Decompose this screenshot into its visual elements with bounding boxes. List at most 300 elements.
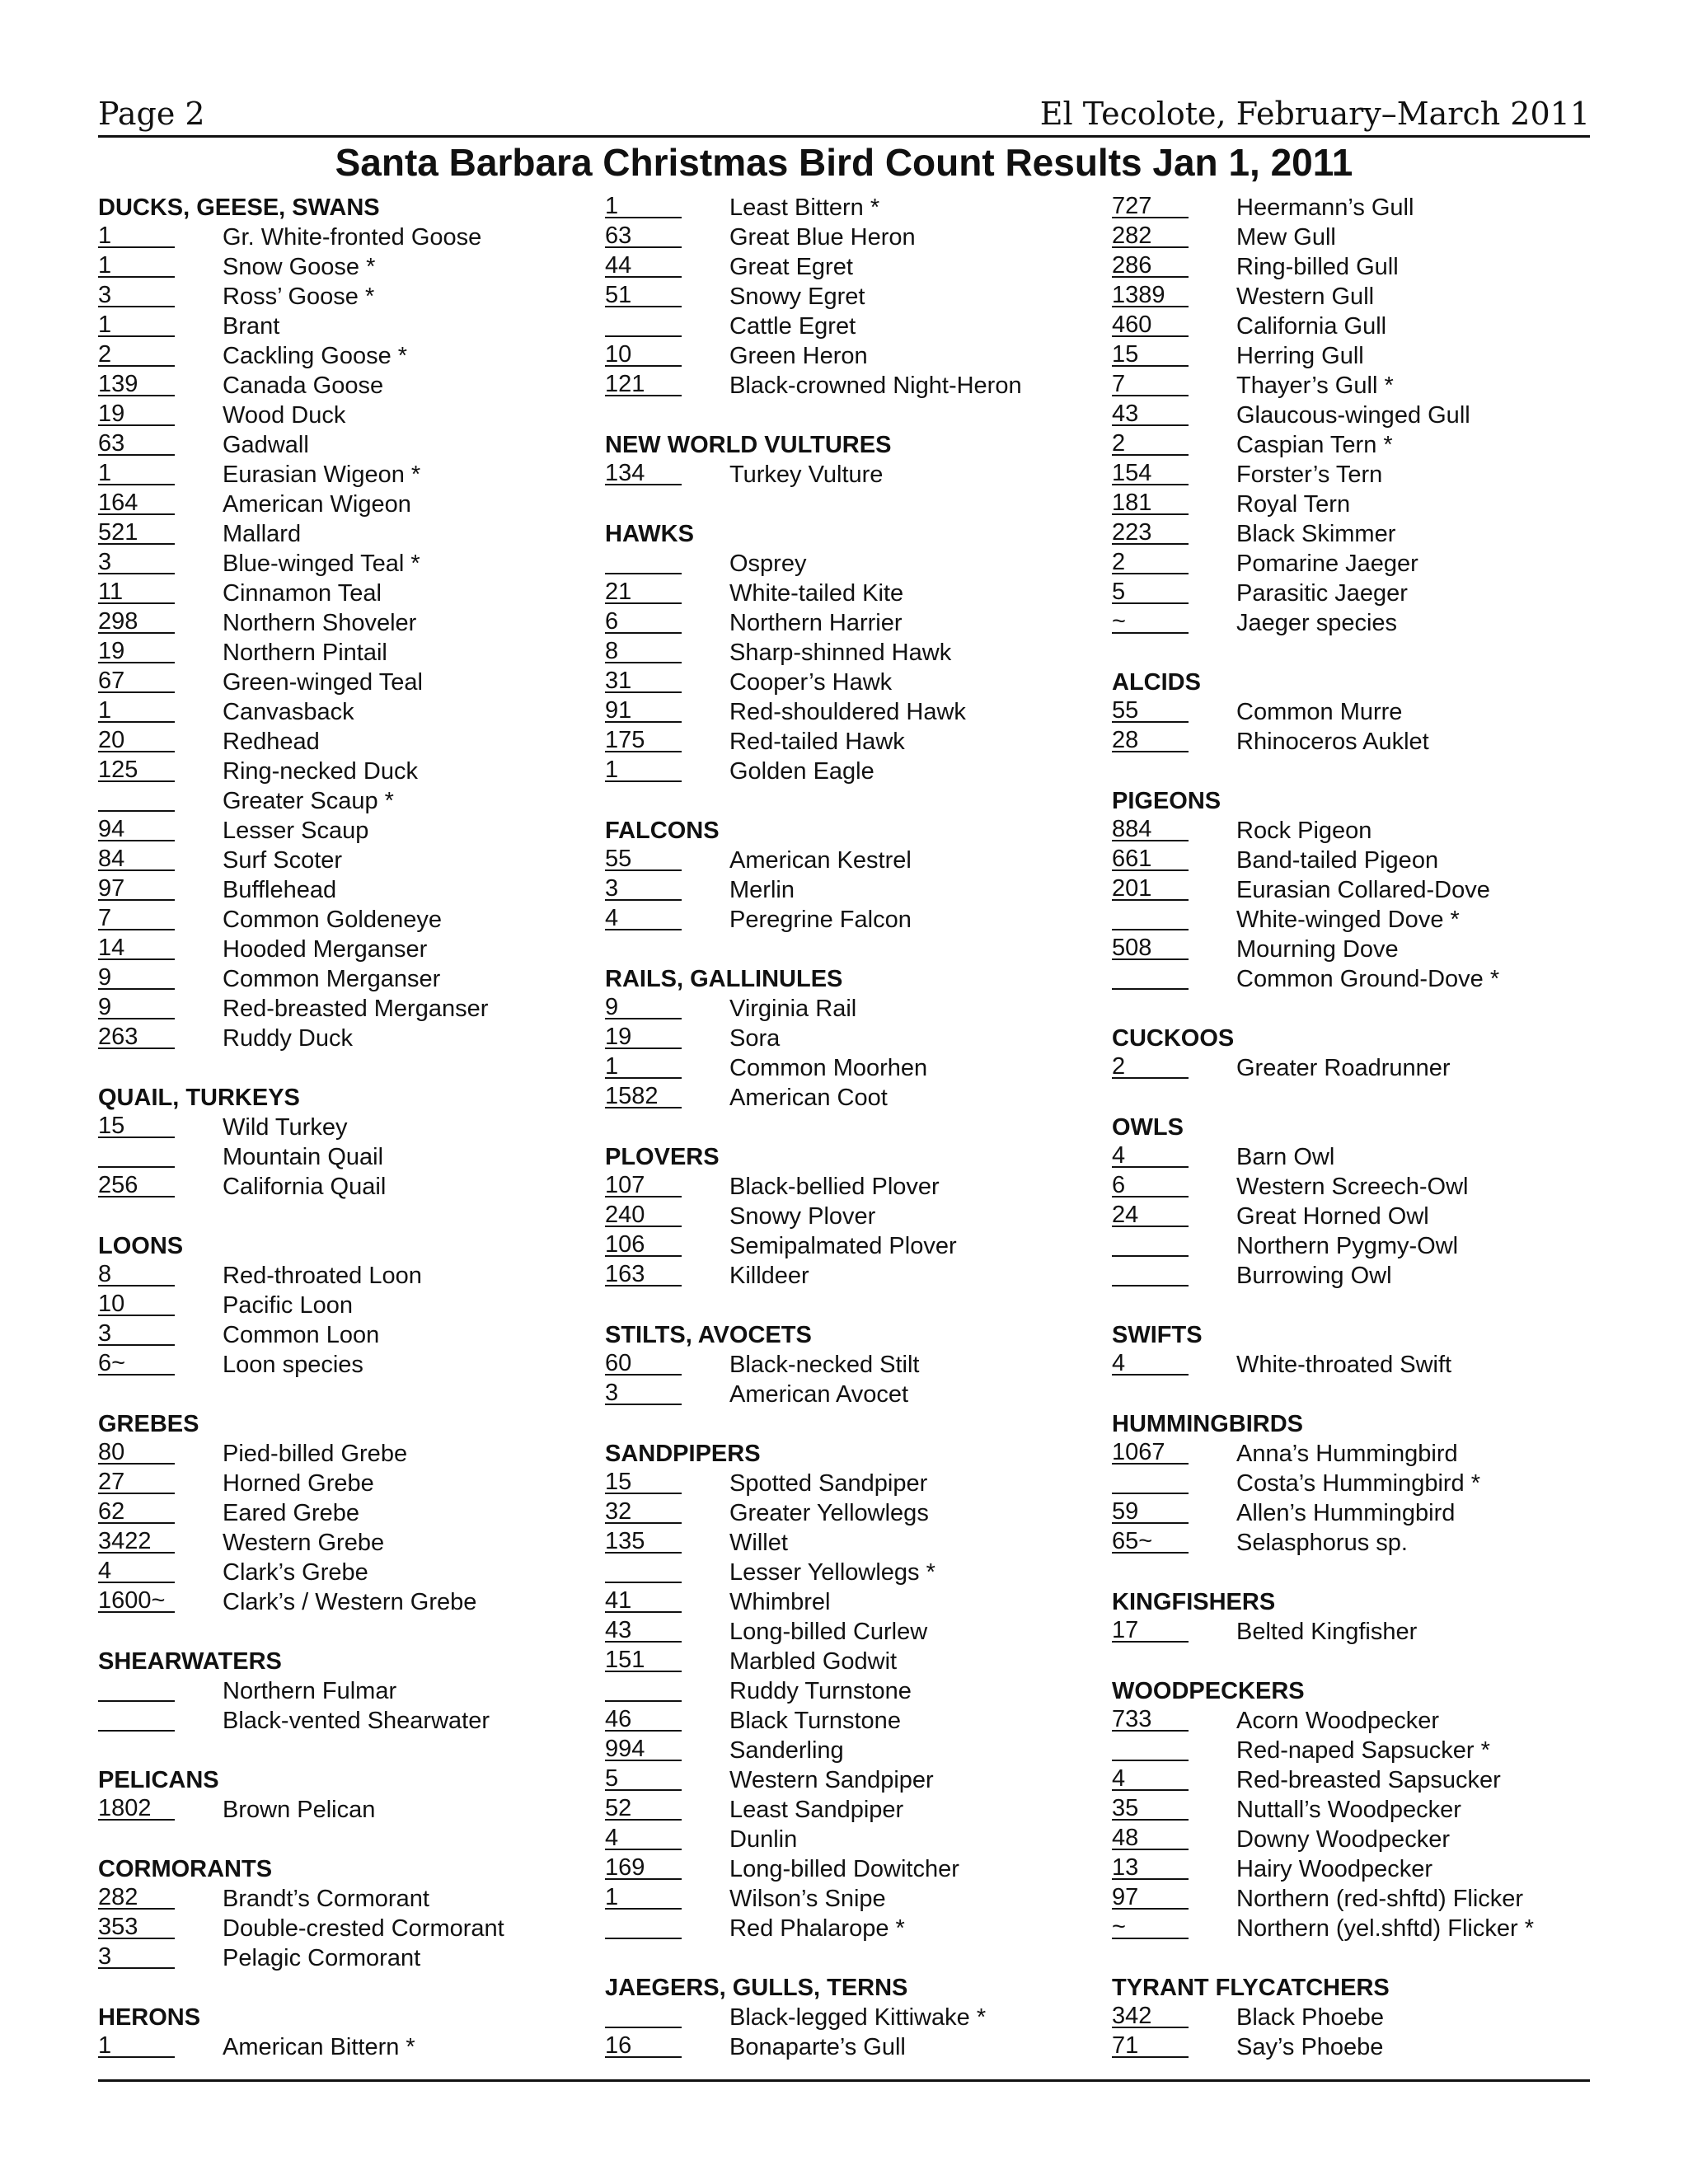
species-name: Black Skimmer bbox=[1236, 521, 1396, 547]
species-row bbox=[98, 430, 584, 460]
section bbox=[1112, 1320, 1598, 1380]
count-value: 240 bbox=[605, 1202, 682, 1227]
species-row bbox=[605, 223, 1091, 252]
count-value: 31 bbox=[605, 668, 682, 693]
species-row bbox=[1112, 1439, 1598, 1469]
species-row bbox=[605, 757, 1091, 786]
species-row bbox=[605, 341, 1091, 371]
species-name: Band-tailed Pigeon bbox=[1236, 847, 1439, 874]
species-row bbox=[98, 252, 584, 282]
count-value: 7 bbox=[1112, 371, 1189, 396]
species-row bbox=[605, 1172, 1091, 1202]
species-name: Wood Duck bbox=[223, 402, 346, 429]
species-name: Common Goldeneye bbox=[223, 907, 442, 933]
section-heading: HERONS bbox=[98, 2004, 201, 2031]
count-value bbox=[605, 1914, 682, 1939]
species-name: Merlin bbox=[729, 877, 795, 903]
section bbox=[98, 1647, 584, 1736]
count-value bbox=[1112, 1469, 1189, 1494]
species-row bbox=[98, 608, 584, 638]
species-name: Red-naped Sapsucker * bbox=[1236, 1737, 1490, 1764]
species-name: Dunlin bbox=[729, 1826, 798, 1853]
species-name: Ring-necked Duck bbox=[223, 758, 418, 785]
section-heading: RAILS, GALLINULES bbox=[605, 966, 843, 992]
species-row bbox=[605, 1676, 1091, 1706]
count-value: 63 bbox=[605, 223, 682, 248]
species-name: Semipalmated Plover bbox=[729, 1233, 957, 1259]
count-value: 24 bbox=[1112, 1202, 1189, 1227]
species-name: Eurasian Wigeon * bbox=[223, 462, 421, 488]
page-number: Page 2 bbox=[98, 96, 205, 132]
count-value: 27 bbox=[98, 1469, 175, 1494]
species-row bbox=[1112, 312, 1598, 341]
species-row bbox=[1112, 430, 1598, 460]
species-row bbox=[1112, 697, 1598, 727]
species-name: Jaeger species bbox=[1236, 610, 1398, 636]
species-row bbox=[1112, 1202, 1598, 1231]
section bbox=[605, 1320, 1091, 1409]
species-name: White-winged Dove * bbox=[1236, 907, 1460, 933]
species-row bbox=[98, 519, 584, 549]
species-row bbox=[98, 223, 584, 252]
species-name: Killdeer bbox=[729, 1263, 809, 1289]
species-row bbox=[98, 1558, 584, 1587]
count-value: 4 bbox=[1112, 1765, 1189, 1791]
count-value: 15 bbox=[98, 1113, 175, 1138]
species-row bbox=[605, 1884, 1091, 1914]
count-value: 67 bbox=[98, 668, 175, 693]
species-row bbox=[98, 668, 584, 697]
species-row bbox=[605, 2003, 1091, 2032]
footer-rule bbox=[98, 2079, 1590, 2082]
count-value: 10 bbox=[605, 341, 682, 367]
species-row bbox=[1112, 252, 1598, 282]
species-name: California Quail bbox=[223, 1174, 387, 1200]
species-name: Pomarine Jaeger bbox=[1236, 551, 1418, 577]
species-row bbox=[605, 1825, 1091, 1854]
count-value: 884 bbox=[1112, 816, 1189, 841]
count-value: 3 bbox=[98, 1320, 175, 1346]
species-name: Northern Pygmy-Owl bbox=[1236, 1233, 1459, 1259]
species-name: Royal Tern bbox=[1236, 491, 1351, 518]
species-row bbox=[1112, 1053, 1598, 1083]
count-value: 19 bbox=[98, 638, 175, 663]
count-value bbox=[1112, 1736, 1189, 1761]
species-name: Mew Gull bbox=[1236, 224, 1336, 251]
count-value: 1 bbox=[605, 1884, 682, 1910]
count-value: 1 bbox=[605, 1053, 682, 1079]
column-3 bbox=[1112, 193, 1598, 2092]
species-name: Northern (red-shftd) Flicker bbox=[1236, 1886, 1524, 1912]
count-value bbox=[98, 1676, 175, 1702]
count-value: 4 bbox=[605, 1825, 682, 1850]
species-row bbox=[605, 1083, 1091, 1113]
species-name: American Wigeon bbox=[223, 491, 411, 518]
species-name: Canada Goose bbox=[223, 373, 384, 399]
species-row bbox=[605, 727, 1091, 757]
species-row bbox=[1112, 1854, 1598, 1884]
count-value: 84 bbox=[98, 846, 175, 871]
species-name: Barn Owl bbox=[1236, 1144, 1335, 1170]
species-name: Say’s Phoebe bbox=[1236, 2034, 1384, 2060]
species-name: California Gull bbox=[1236, 313, 1387, 340]
species-name: Virginia Rail bbox=[729, 996, 857, 1022]
species-row bbox=[98, 1469, 584, 1498]
species-name: Common Moorhen bbox=[729, 1055, 928, 1081]
species-row bbox=[98, 1142, 584, 1172]
species-row bbox=[98, 1024, 584, 1053]
count-value: 28 bbox=[1112, 727, 1189, 752]
species-row bbox=[1112, 371, 1598, 401]
count-value: 16 bbox=[605, 2032, 682, 2058]
species-name: Thayer’s Gull * bbox=[1236, 373, 1394, 399]
species-name: Blue-winged Teal * bbox=[223, 551, 420, 577]
count-value: 181 bbox=[1112, 490, 1189, 515]
count-value: 55 bbox=[605, 846, 682, 871]
count-value: 1 bbox=[605, 757, 682, 782]
count-value: 4 bbox=[605, 905, 682, 930]
species-name: Mallard bbox=[223, 521, 302, 547]
species-name: Anna’s Hummingbird bbox=[1236, 1441, 1458, 1467]
page-title: Santa Barbara Christmas Bird Count Results Jan 1, 2011 bbox=[335, 141, 1353, 184]
species-row bbox=[605, 1469, 1091, 1498]
count-value: 163 bbox=[605, 1261, 682, 1286]
species-row bbox=[98, 1884, 584, 1914]
species-name: Common Ground-Dove * bbox=[1236, 966, 1500, 992]
count-value: 151 bbox=[605, 1647, 682, 1672]
count-value: 282 bbox=[1112, 223, 1189, 248]
species-row bbox=[1112, 1765, 1598, 1795]
species-row bbox=[605, 1024, 1091, 1053]
species-row bbox=[1112, 875, 1598, 905]
species-name: Cooper’s Hawk bbox=[729, 669, 893, 696]
species-row bbox=[98, 846, 584, 875]
count-value: 1600~ bbox=[98, 1587, 175, 1613]
species-name: American Kestrel bbox=[729, 847, 912, 874]
species-row bbox=[605, 1498, 1091, 1528]
species-name: Greater Roadrunner bbox=[1236, 1055, 1451, 1081]
count-value: 55 bbox=[1112, 697, 1189, 723]
count-value: 508 bbox=[1112, 935, 1189, 960]
count-value: 3 bbox=[98, 282, 175, 307]
section bbox=[98, 1854, 584, 1973]
species-name: Brant bbox=[223, 313, 280, 340]
count-value bbox=[1112, 964, 1189, 990]
species-row bbox=[605, 697, 1091, 727]
section bbox=[1112, 1676, 1598, 1943]
count-value: 7 bbox=[98, 905, 175, 930]
species-name: Western Sandpiper bbox=[729, 1767, 934, 1793]
species-name: Black-vented Shearwater bbox=[223, 1708, 490, 1734]
section bbox=[98, 1409, 584, 1617]
species-row bbox=[1112, 519, 1598, 549]
count-value: 175 bbox=[605, 727, 682, 752]
count-value bbox=[605, 549, 682, 574]
species-name: Lesser Scaup bbox=[223, 818, 369, 844]
species-name: Willet bbox=[729, 1530, 788, 1556]
species-row bbox=[605, 1558, 1091, 1587]
species-row bbox=[1112, 460, 1598, 490]
count-value: 15 bbox=[605, 1469, 682, 1494]
species-name: Least Bittern * bbox=[729, 194, 880, 221]
section-heading: PIGEONS bbox=[1112, 788, 1221, 814]
count-value: 4 bbox=[1112, 1350, 1189, 1376]
species-name: Long-billed Dowitcher bbox=[729, 1856, 959, 1882]
count-value: 5 bbox=[1112, 579, 1189, 604]
species-name: Black-crowned Night-Heron bbox=[729, 373, 1022, 399]
count-value: 1 bbox=[98, 697, 175, 723]
species-row bbox=[1112, 490, 1598, 519]
species-row bbox=[605, 1854, 1091, 1884]
count-value: 5 bbox=[605, 1765, 682, 1791]
section bbox=[605, 1142, 1091, 1291]
count-value: 282 bbox=[98, 1884, 175, 1910]
column-2 bbox=[605, 193, 1091, 2092]
count-value: 51 bbox=[605, 282, 682, 307]
species-name: Great Blue Heron bbox=[729, 224, 916, 251]
species-name: Black-necked Stilt bbox=[729, 1352, 920, 1378]
species-name: Red-breasted Merganser bbox=[223, 996, 489, 1022]
species-row bbox=[1112, 1261, 1598, 1291]
section-heading: DUCKS, GEESE, SWANS bbox=[98, 194, 380, 221]
section bbox=[1112, 1587, 1598, 1647]
species-row bbox=[1112, 1706, 1598, 1736]
species-row bbox=[1112, 1617, 1598, 1647]
species-name: Allen’s Hummingbird bbox=[1236, 1500, 1456, 1526]
species-name: Greater Scaup * bbox=[223, 788, 394, 814]
species-name: Black-legged Kittiwake * bbox=[729, 2004, 987, 2031]
species-name: Pied-billed Grebe bbox=[223, 1441, 408, 1467]
species-row bbox=[98, 1291, 584, 1320]
species-row bbox=[1112, 1350, 1598, 1380]
count-value: 1 bbox=[98, 460, 175, 485]
count-value: 1 bbox=[98, 312, 175, 337]
species-row bbox=[98, 1439, 584, 1469]
species-name: Great Egret bbox=[729, 254, 853, 280]
section bbox=[605, 964, 1091, 1113]
species-row bbox=[98, 964, 584, 994]
species-name: Pelagic Cormorant bbox=[223, 1945, 421, 1971]
count-value: 11 bbox=[98, 579, 175, 604]
species-row bbox=[98, 312, 584, 341]
species-row bbox=[98, 1498, 584, 1528]
section-heading: WOODPECKERS bbox=[1112, 1678, 1305, 1704]
count-value: 1582 bbox=[605, 1083, 682, 1108]
species-name: Eared Grebe bbox=[223, 1500, 360, 1526]
count-value: 63 bbox=[98, 430, 175, 456]
count-value: 263 bbox=[98, 1024, 175, 1049]
section-heading: SANDPIPERS bbox=[605, 1441, 761, 1467]
count-value bbox=[1112, 1261, 1189, 1286]
species-row bbox=[1112, 579, 1598, 608]
species-name: Belted Kingfisher bbox=[1236, 1619, 1418, 1645]
species-name: White-throated Swift bbox=[1236, 1352, 1452, 1378]
species-row bbox=[605, 371, 1091, 401]
species-row bbox=[98, 1914, 584, 1943]
species-name: Ruddy Turnstone bbox=[729, 1678, 912, 1704]
count-value: 135 bbox=[605, 1528, 682, 1554]
species-name: Double-crested Cormorant bbox=[223, 1915, 504, 1942]
species-row bbox=[98, 460, 584, 490]
species-name: Greater Yellowlegs bbox=[729, 1500, 929, 1526]
species-row bbox=[98, 579, 584, 608]
species-row bbox=[98, 401, 584, 430]
species-name: Caspian Tern * bbox=[1236, 432, 1393, 458]
species-name: Snowy Egret bbox=[729, 284, 865, 310]
species-name: Costa’s Hummingbird * bbox=[1236, 1470, 1481, 1497]
species-name: Hairy Woodpecker bbox=[1236, 1856, 1433, 1882]
species-name: Turkey Vulture bbox=[729, 462, 884, 488]
species-name: Western Grebe bbox=[223, 1530, 385, 1556]
section bbox=[605, 816, 1091, 935]
species-name: Green Heron bbox=[729, 343, 868, 369]
count-value: 201 bbox=[1112, 875, 1189, 901]
count-value: 3 bbox=[605, 1380, 682, 1405]
count-value: 8 bbox=[605, 638, 682, 663]
section-heading: TYRANT FLYCATCHERS bbox=[1112, 1975, 1390, 2001]
count-value: 97 bbox=[1112, 1884, 1189, 1910]
species-row bbox=[605, 1706, 1091, 1736]
species-row bbox=[605, 1053, 1091, 1083]
section bbox=[1112, 1113, 1598, 1291]
count-value bbox=[605, 1558, 682, 1583]
species-name: Western Screech-Owl bbox=[1236, 1174, 1469, 1200]
species-row bbox=[98, 727, 584, 757]
species-name: Burrowing Owl bbox=[1236, 1263, 1392, 1289]
count-value: 4 bbox=[1112, 1142, 1189, 1168]
species-name: Clark’s / Western Grebe bbox=[223, 1589, 477, 1615]
species-row bbox=[98, 549, 584, 579]
count-value: 62 bbox=[98, 1498, 175, 1524]
species-name: American Avocet bbox=[729, 1381, 909, 1408]
section bbox=[605, 519, 1091, 786]
species-row bbox=[605, 549, 1091, 579]
count-value: 2 bbox=[1112, 430, 1189, 456]
count-value: ~ bbox=[1112, 1914, 1189, 1939]
count-value: 19 bbox=[98, 401, 175, 426]
species-name: Herring Gull bbox=[1236, 343, 1364, 369]
section-heading: STILTS, AVOCETS bbox=[605, 1322, 812, 1348]
species-name: Northern Fulmar bbox=[223, 1678, 397, 1704]
species-row bbox=[605, 312, 1091, 341]
species-name: Spotted Sandpiper bbox=[729, 1470, 928, 1497]
species-name: Black-bellied Plover bbox=[729, 1174, 940, 1200]
species-name: Northern Harrier bbox=[729, 610, 903, 636]
species-row bbox=[98, 341, 584, 371]
count-value: 353 bbox=[98, 1914, 175, 1939]
species-row bbox=[605, 1617, 1091, 1647]
species-name: Bufflehead bbox=[223, 877, 337, 903]
section-heading: NEW WORLD VULTURES bbox=[605, 432, 892, 458]
species-name: Common Loon bbox=[223, 1322, 380, 1348]
species-row bbox=[605, 460, 1091, 490]
count-value: 21 bbox=[605, 579, 682, 604]
species-row bbox=[1112, 846, 1598, 875]
count-value: 15 bbox=[1112, 341, 1189, 367]
species-name: Western Gull bbox=[1236, 284, 1375, 310]
species-row bbox=[605, 1528, 1091, 1558]
count-value bbox=[605, 2003, 682, 2028]
section bbox=[605, 193, 1091, 401]
species-name: Ross’ Goose * bbox=[223, 284, 375, 310]
species-row bbox=[1112, 1469, 1598, 1498]
species-name: Golden Eagle bbox=[729, 758, 874, 785]
count-value: 9 bbox=[98, 994, 175, 1019]
species-row bbox=[605, 2032, 1091, 2062]
species-name: Lesser Yellowlegs * bbox=[729, 1559, 935, 1586]
species-name: Gr. White-fronted Goose bbox=[223, 224, 482, 251]
species-row bbox=[1112, 816, 1598, 846]
species-name: Horned Grebe bbox=[223, 1470, 374, 1497]
section-heading: SHEARWATERS bbox=[98, 1648, 282, 1675]
section-heading: JAEGERS, GULLS, TERNS bbox=[605, 1975, 908, 2001]
species-row bbox=[98, 1795, 584, 1825]
species-name: Pacific Loon bbox=[223, 1292, 353, 1319]
section bbox=[605, 430, 1091, 490]
species-row bbox=[605, 579, 1091, 608]
section-heading: QUAIL, TURKEYS bbox=[98, 1085, 300, 1111]
count-value: 6 bbox=[1112, 1172, 1189, 1197]
species-row bbox=[1112, 1528, 1598, 1558]
count-value: 661 bbox=[1112, 846, 1189, 871]
species-name: Redhead bbox=[223, 729, 320, 755]
count-value: 2 bbox=[1112, 1053, 1189, 1079]
species-name: Canvasback bbox=[223, 699, 354, 725]
count-value: 59 bbox=[1112, 1498, 1189, 1524]
issue-title: El Tecolote, February–March 2011 bbox=[1039, 96, 1590, 132]
section bbox=[1112, 786, 1598, 994]
species-row bbox=[605, 1202, 1091, 1231]
section-heading: ALCIDS bbox=[1112, 669, 1201, 696]
count-value: 169 bbox=[605, 1854, 682, 1880]
species-row bbox=[1112, 1736, 1598, 1765]
species-row bbox=[98, 1172, 584, 1202]
species-row bbox=[98, 1261, 584, 1291]
count-value: 94 bbox=[98, 816, 175, 841]
species-name: Black Turnstone bbox=[729, 1708, 901, 1734]
species-row bbox=[1112, 1231, 1598, 1261]
species-name: Snow Goose * bbox=[223, 254, 376, 280]
species-name: Whimbrel bbox=[729, 1589, 831, 1615]
section bbox=[98, 1083, 584, 1202]
count-value: 60 bbox=[605, 1350, 682, 1376]
species-name: Sharp-shinned Hawk bbox=[729, 640, 952, 666]
count-value: 44 bbox=[605, 252, 682, 278]
count-value: 1802 bbox=[98, 1795, 175, 1821]
species-row bbox=[98, 2032, 584, 2062]
species-name: Least Sandpiper bbox=[729, 1797, 904, 1823]
species-row bbox=[1112, 223, 1598, 252]
count-value: 1 bbox=[98, 252, 175, 278]
species-name: Loon species bbox=[223, 1352, 363, 1378]
section-heading: FALCONS bbox=[605, 818, 720, 844]
section-heading: CORMORANTS bbox=[98, 1856, 273, 1882]
species-row bbox=[605, 1765, 1091, 1795]
species-row bbox=[605, 994, 1091, 1024]
species-row bbox=[98, 757, 584, 786]
count-value: 14 bbox=[98, 935, 175, 960]
species-name: Forster’s Tern bbox=[1236, 462, 1383, 488]
species-row bbox=[1112, 549, 1598, 579]
species-row bbox=[1112, 727, 1598, 757]
count-value: 17 bbox=[1112, 1617, 1189, 1643]
species-row bbox=[98, 905, 584, 935]
species-name: Snowy Plover bbox=[729, 1203, 876, 1230]
section-heading: KINGFISHERS bbox=[1112, 1589, 1276, 1615]
species-name: Sora bbox=[729, 1025, 781, 1052]
count-value: 121 bbox=[605, 371, 682, 396]
count-value: 9 bbox=[98, 964, 175, 990]
